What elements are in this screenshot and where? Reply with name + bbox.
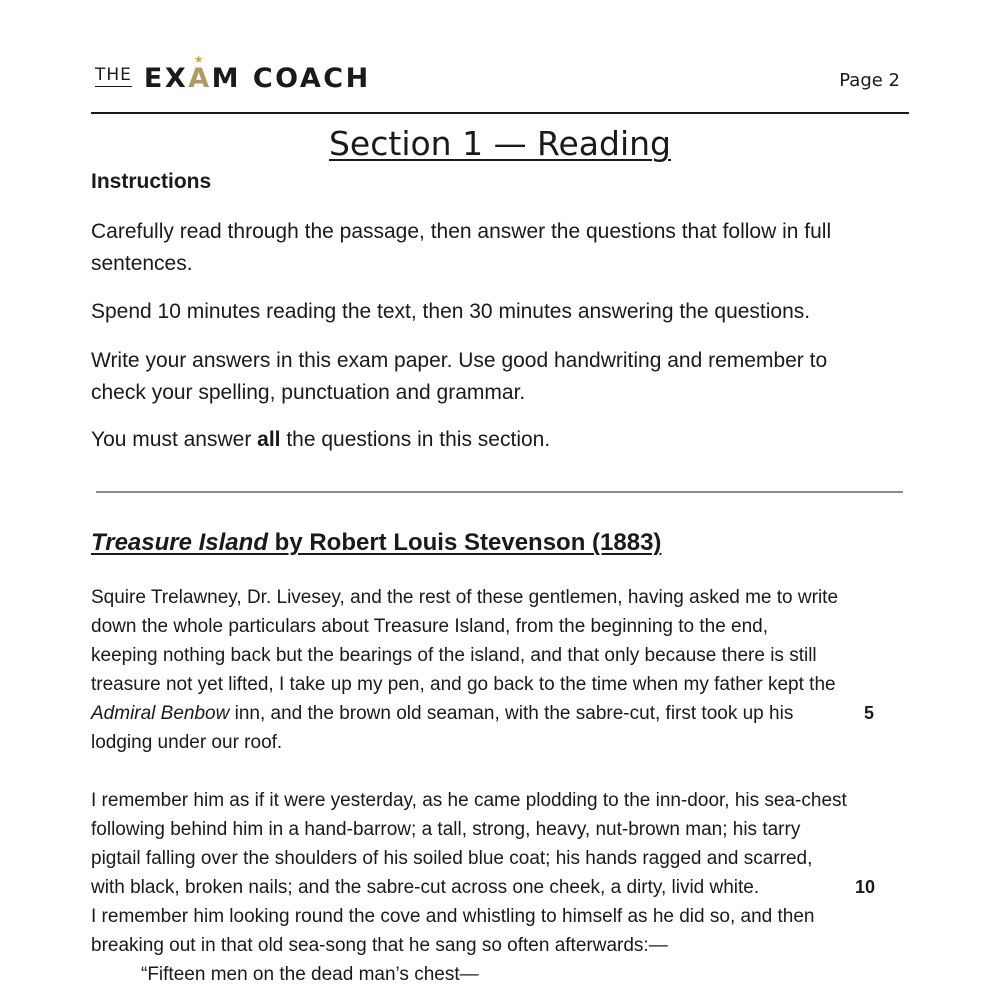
passage-title-rest: by Robert Louis Stevenson (1883) [267,529,662,556]
section-divider [96,491,903,493]
passage-line-5 [91,699,793,728]
passage-line-7: I remember him as if it were yesterday, as he came plodding to the inn-door, his sea-chest [91,790,847,811]
passage-title [91,526,661,560]
instruction-4-prefix: You must answer [91,428,258,451]
logo-a-text: A [188,62,212,94]
passage-line-6: lodging under our roof. [91,732,283,753]
instructions-heading: Instructions [91,170,212,193]
logo-a-letter [188,52,212,94]
logo-the-text: THE [95,64,132,85]
section-title [0,122,1000,166]
logo-ex-text: EX [143,62,189,94]
passage-line-8: following behind him in a hand-barrow; a tall, strong, heavy, nut-brown man; his tarry [91,819,801,840]
passage-line-9: pigtail falling over the shoulders of his soiled blue coat; his hands ragged and scarred, [91,848,813,869]
logo-wordmark [143,52,371,94]
passage-line-10: with black, broken nails; and the sabre-cut across one cheek, a dirty, livid white. [91,877,760,898]
passage-line-5-rest: inn, and the brown old seaman, with the sabre-cut, first took up his [229,703,794,724]
instruction-paragraph-2: Spend 10 minutes reading the text, then 30 minutes answering the questions. [91,300,811,323]
page-number: Page 2 [839,70,900,91]
logo-m-coach-text: M COACH [211,62,371,94]
line-number-5: 5 [863,703,874,723]
passage-line-12: breaking out in that old sea-song that he sang so often afterwards:— [91,935,668,956]
instruction-paragraph-4 [91,424,891,456]
passage-song-line-1: “Fifteen men on the dead man’s chest— [141,964,479,985]
instruction-4-bold: all [257,428,281,451]
line-number-10: 10 [854,877,875,897]
instruction-paragraph-3: Write your answers in this exam paper. Use good handwriting and remember to check your spelling, punctuation and grammar. [91,349,828,404]
star-icon: ★ [193,52,207,66]
passage-line-2: down the whole particulars about Treasure Island, from the beginning to the end, [91,616,769,637]
passage-title-italic: Treasure Island [91,529,268,556]
passage-line-11: I remember him looking round the cove and whistling to himself as he did so, and then [91,906,815,927]
passage-line-5-italic: Admiral Benbow [91,703,230,724]
instruction-4-suffix: the questions in this section. [280,428,551,451]
section-title-text: Section 1 — Reading [328,124,672,163]
instruction-paragraph-1: Carefully read through the passage, then answer the questions that follow in full sentences. [91,220,832,275]
passage-line-4: treasure not yet lifted, I take up my pen, and go back to the time when my father kept the [91,674,836,695]
header-rule [91,112,909,114]
passage-line-1: Squire Trelawney, Dr. Livesey, and the rest of these gentlemen, having asked me to write [91,587,839,608]
logo [95,52,371,96]
passage-line-3: keeping nothing back but the bearings of the island, and that only because there is still [91,645,817,666]
